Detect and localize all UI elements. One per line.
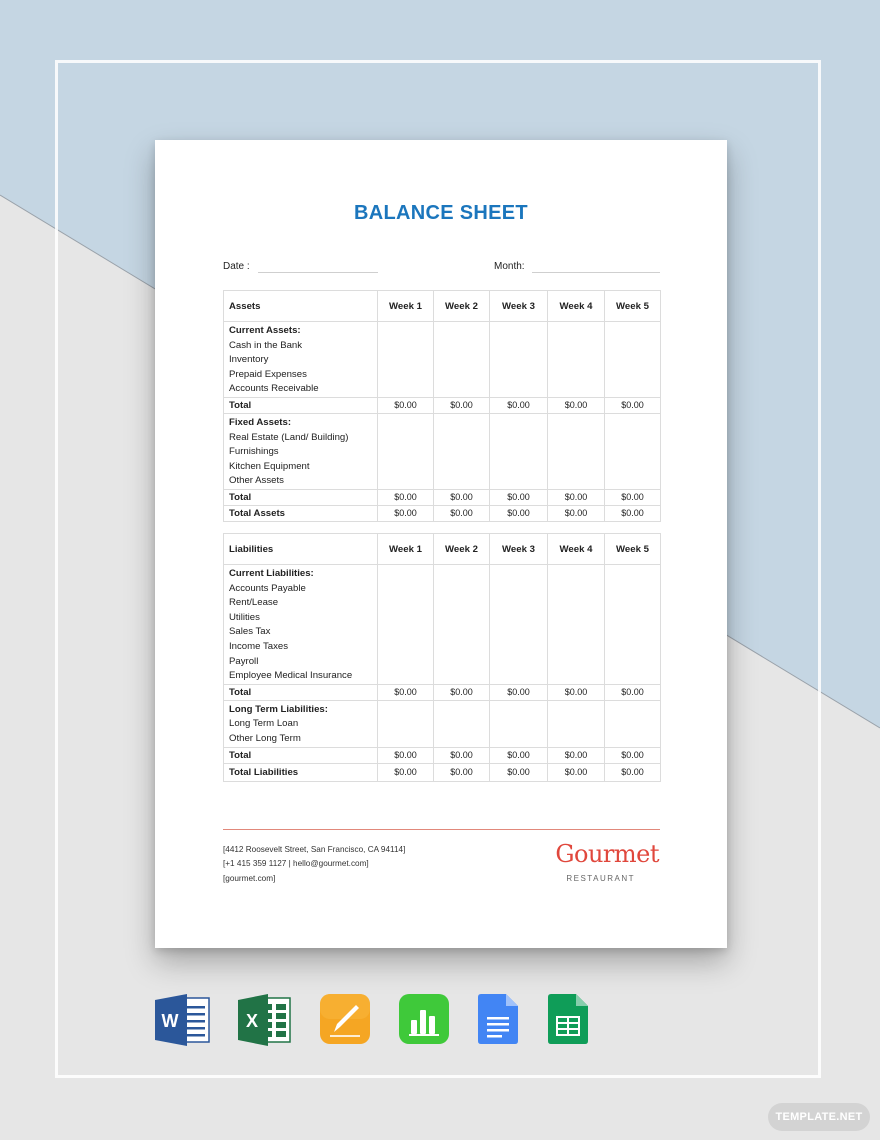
week-4-header: Week 4 — [548, 291, 605, 322]
template-net-watermark: TEMPLATE.NET — [768, 1103, 870, 1131]
total-value: $0.00 — [434, 684, 490, 700]
input-cell[interactable] — [490, 565, 548, 685]
google-docs-icon[interactable] — [478, 994, 518, 1044]
total-value: $0.00 — [490, 763, 548, 781]
list-item: Accounts Receivable — [229, 383, 319, 395]
gourmet-logo: Gourmet — [555, 840, 659, 868]
input-cell[interactable] — [490, 700, 548, 747]
input-cell[interactable] — [548, 413, 605, 489]
list-item: Payroll — [229, 655, 259, 667]
fixed-assets-items — [224, 413, 378, 489]
total-value: $0.00 — [605, 684, 661, 700]
fixed-assets-heading: Fixed Assets: — [229, 416, 292, 428]
liabilities-table — [223, 533, 661, 782]
long-term-liabilities-group — [224, 700, 661, 747]
list-item: Other Assets — [229, 475, 284, 487]
long-term-liabilities-items — [224, 700, 378, 747]
long-term-liabilities-heading: Long Term Liabilities: — [229, 703, 328, 715]
total-value: $0.00 — [605, 397, 661, 413]
assets-table — [223, 290, 661, 522]
document-page — [155, 140, 727, 948]
input-cell[interactable] — [605, 565, 661, 685]
month-label: Month: — [494, 261, 525, 272]
total-value: $0.00 — [434, 397, 490, 413]
week-3-header: Week 3 — [490, 291, 548, 322]
liabilities-header-row — [224, 534, 661, 565]
current-assets-total-row — [224, 397, 661, 413]
input-cell[interactable] — [434, 413, 490, 489]
input-cell[interactable] — [605, 322, 661, 398]
list-item: Prepaid Expenses — [229, 368, 307, 380]
current-liabilities-group — [224, 565, 661, 685]
total-label: Total — [224, 489, 378, 505]
total-value: $0.00 — [434, 489, 490, 505]
total-assets-label: Total Assets — [224, 505, 378, 521]
footer-website: [gourmet.com] — [223, 874, 276, 883]
fixed-assets-total-row — [224, 489, 661, 505]
total-label: Total — [224, 684, 378, 700]
current-assets-heading: Current Assets: — [229, 325, 301, 336]
excel-icon[interactable] — [238, 994, 292, 1046]
total-value: $0.00 — [490, 489, 548, 505]
excel-letter: X — [245, 1011, 259, 1031]
document-title: BALANCE SHEET — [354, 202, 528, 224]
total-value: $0.00 — [378, 489, 434, 505]
pages-icon[interactable] — [320, 994, 370, 1044]
footer-address: [4412 Roosevelt Street, San Francisco, CA 94114] — [223, 845, 406, 854]
list-item: Sales Tax — [229, 626, 271, 638]
total-value: $0.00 — [548, 505, 605, 521]
week-1-header: Week 1 — [378, 291, 434, 322]
input-cell[interactable] — [378, 413, 434, 489]
total-value: $0.00 — [490, 505, 548, 521]
list-item: Cash in the Bank — [229, 339, 303, 351]
total-value: $0.00 — [434, 505, 490, 521]
total-value: $0.00 — [434, 747, 490, 763]
month-field[interactable] — [532, 272, 660, 273]
total-value: $0.00 — [605, 747, 661, 763]
footer-divider — [223, 829, 660, 830]
input-cell[interactable] — [605, 413, 661, 489]
current-liabilities-heading: Current Liabilities: — [229, 568, 314, 579]
total-value: $0.00 — [605, 763, 661, 781]
list-item: Income Taxes — [229, 640, 289, 652]
total-label: Total — [224, 397, 378, 413]
input-cell[interactable] — [490, 322, 548, 398]
week-1-header: Week 1 — [378, 534, 434, 565]
total-value: $0.00 — [378, 397, 434, 413]
week-2-header: Week 2 — [434, 534, 490, 565]
total-value: $0.00 — [378, 684, 434, 700]
total-value: $0.00 — [548, 397, 605, 413]
total-value: $0.00 — [490, 397, 548, 413]
input-cell[interactable] — [378, 322, 434, 398]
total-liabilities-row — [224, 763, 661, 781]
total-value: $0.00 — [378, 747, 434, 763]
list-item: Rent/Lease — [229, 597, 279, 609]
input-cell[interactable] — [434, 322, 490, 398]
fixed-assets-group — [224, 413, 661, 489]
date-field[interactable] — [258, 272, 378, 273]
word-letter: W — [161, 1011, 179, 1031]
total-value: $0.00 — [378, 505, 434, 521]
long-term-liabilities-total-row — [224, 747, 661, 763]
input-cell[interactable] — [548, 322, 605, 398]
total-liabilities-label: Total Liabilities — [224, 763, 378, 781]
google-sheets-icon[interactable] — [548, 994, 588, 1044]
input-cell[interactable] — [548, 700, 605, 747]
week-2-header: Week 2 — [434, 291, 490, 322]
total-value: $0.00 — [548, 747, 605, 763]
date-label: Date : — [223, 261, 250, 272]
current-assets-group — [224, 322, 661, 398]
list-item: Accounts Payable — [229, 582, 306, 594]
input-cell[interactable] — [605, 700, 661, 747]
total-label: Total — [224, 747, 378, 763]
list-item: Inventory — [229, 354, 269, 366]
footer-phone-email: [+1 415 359 1127 | hello@gourmet.com] — [223, 859, 369, 868]
total-value: $0.00 — [490, 684, 548, 700]
week-3-header: Week 3 — [490, 534, 548, 565]
current-assets-items — [224, 322, 378, 398]
current-liabilities-items — [224, 565, 378, 685]
input-cell[interactable] — [490, 413, 548, 489]
input-cell[interactable] — [378, 565, 434, 685]
assets-header-row — [224, 291, 661, 322]
week-5-header: Week 5 — [605, 291, 661, 322]
assets-header: Assets — [224, 291, 378, 322]
list-item: Real Estate (Land/ Building) — [229, 431, 349, 443]
list-item: Other Long Term — [229, 732, 301, 744]
week-4-header: Week 4 — [548, 534, 605, 565]
total-value: $0.00 — [605, 505, 661, 521]
list-item: Utilities — [229, 611, 260, 623]
total-value: $0.00 — [548, 684, 605, 700]
total-value: $0.00 — [548, 489, 605, 505]
list-item: Kitchen Equipment — [229, 460, 310, 472]
total-assets-row — [224, 505, 661, 521]
total-value: $0.00 — [605, 489, 661, 505]
current-liabilities-total-row — [224, 684, 661, 700]
input-cell[interactable] — [434, 565, 490, 685]
gourmet-logo-subtext: RESTAURANT — [566, 874, 635, 883]
list-item: Employee Medical Insurance — [229, 670, 353, 682]
input-cell[interactable] — [434, 700, 490, 747]
total-value: $0.00 — [490, 747, 548, 763]
total-value: $0.00 — [434, 763, 490, 781]
word-icon[interactable] — [155, 994, 211, 1046]
total-value: $0.00 — [378, 763, 434, 781]
week-5-header: Week 5 — [605, 534, 661, 565]
liabilities-header: Liabilities — [224, 534, 378, 565]
numbers-icon[interactable] — [399, 994, 449, 1044]
input-cell[interactable] — [548, 565, 605, 685]
list-item: Furnishings — [229, 446, 279, 458]
total-value: $0.00 — [548, 763, 605, 781]
list-item: Long Term Loan — [229, 718, 299, 730]
input-cell[interactable] — [378, 700, 434, 747]
